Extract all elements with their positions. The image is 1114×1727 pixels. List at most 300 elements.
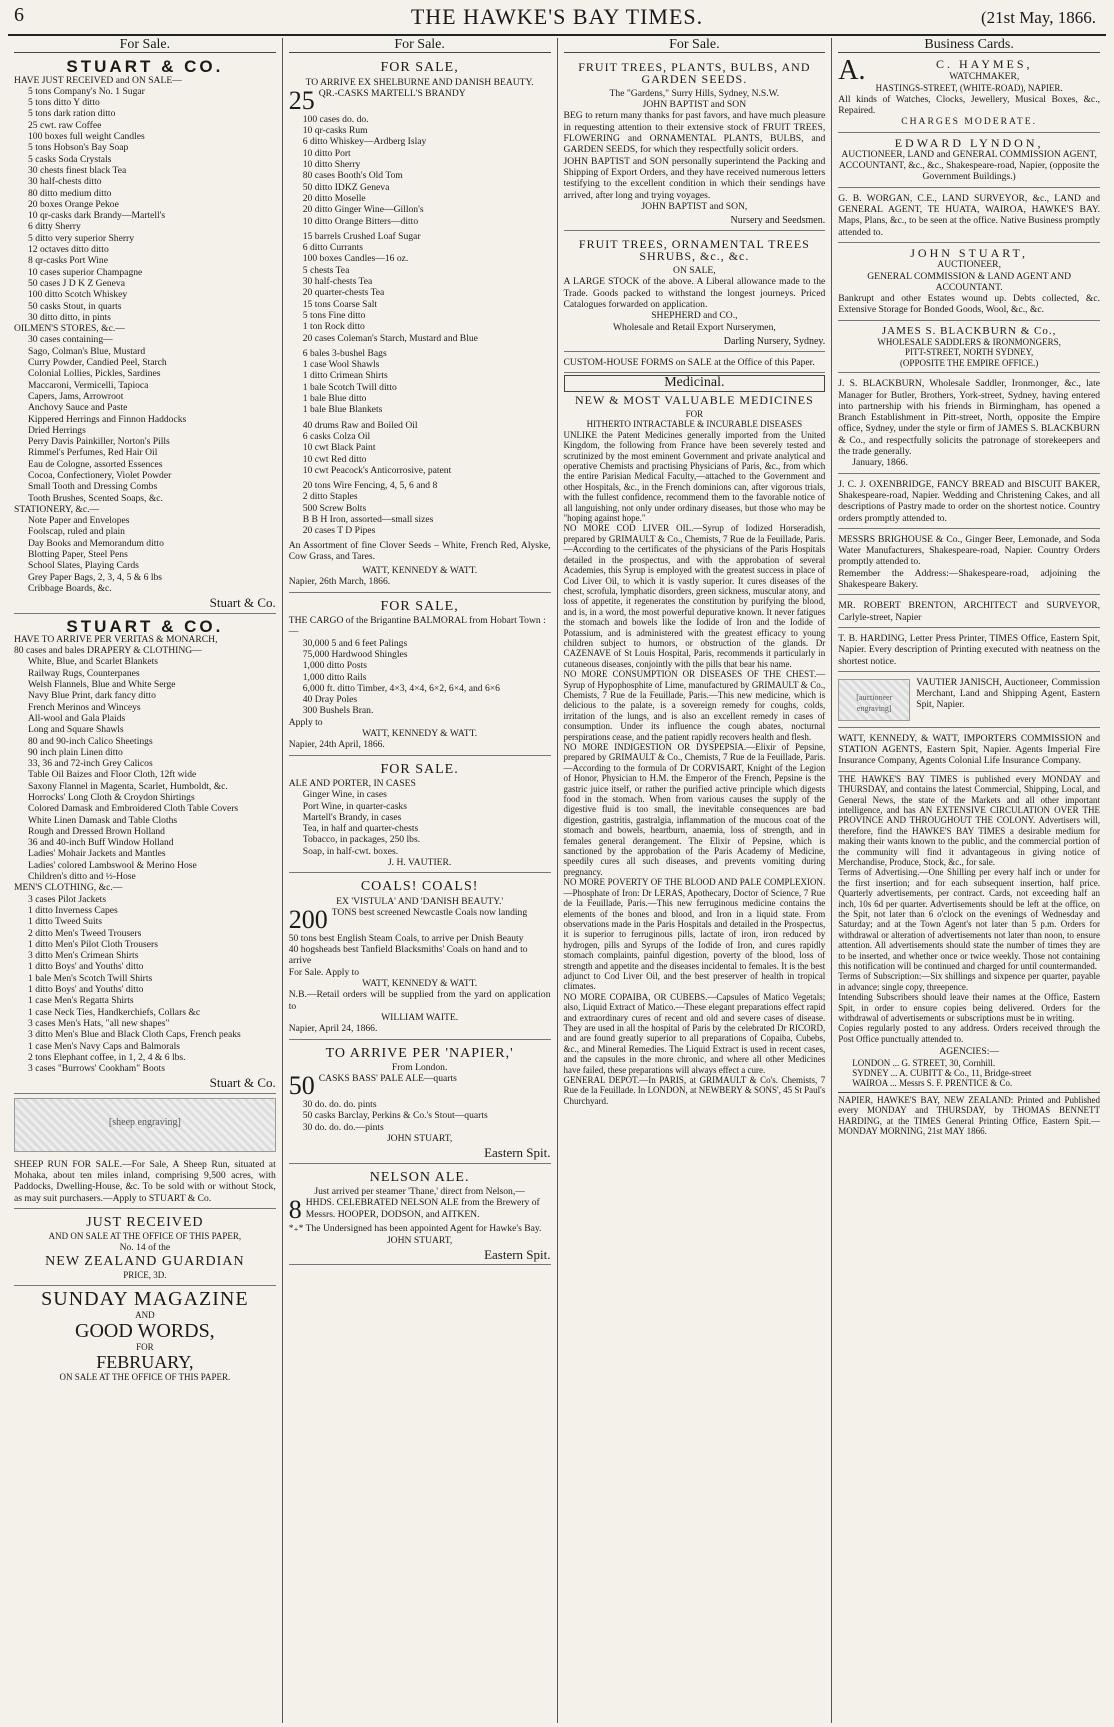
haymes-card [838, 56, 1100, 132]
watt-kennedy-ad-2 [289, 595, 551, 756]
magazine-title: SUNDAY MAGAZINE [41, 1287, 249, 1310]
ad-subtitle: EX 'VISTULA' AND 'DANISH BEAUTY.' [336, 895, 504, 907]
ad-text: Remember the Address:—Shakespeare-road, adjoining the Shakespeare Bakery. [838, 567, 1100, 591]
list-item: 1 ditto Boys' and Youths' ditto [28, 984, 144, 996]
ad-title: NEW & MOST VALUABLE MEDICINES [574, 392, 814, 407]
list-item: Colored Damask and Embroidered Cloth Table Covers [28, 803, 239, 815]
item-list [14, 515, 276, 594]
list-item: Kippered Herrings and Finnon Haddocks [28, 413, 187, 425]
list-item: 30 cases containing— [28, 334, 113, 346]
list-item: 50 casks Barclay, Perkins & Co.'s Stout—quarts [302, 1110, 488, 1122]
connector: AND [135, 1309, 155, 1320]
list-item: 20 boxes Orange Pekoe [28, 198, 119, 210]
list-item: 1 bale Scotch Twill ditto [302, 381, 397, 393]
janisch-card [838, 674, 1100, 728]
list-item: 1 ditto Tweed Suits [28, 916, 103, 928]
ad-text: NO MORE COD LIVER OIL.—Syrup of Iodized Horseradish, prepared by GRIMAULT & Co., Chemists, 7 Rue de la Feuillade, Paris.—According to the certificates of the physicians of the Paris Hospitals detailed in the prospectus, and with the approbation of several Academies, this Syrup is employed with the greatest success in place of Cod Liver Oil, to which it is vastly superior. It cures diseases of the chest, scrofula, lymphatic disorders, green sickness, muscular atony, and loss of appetite, it regenerates the constitution by purifying the blood, and is, in a word, the most powerful depurative known. It never fatigues the stomach and bowels like the Iodide of Iron and the Iodide of Potassium, and is administered with the greatest efficacy to young children subject to humors, or obstruction of the glands. Dr CAZENAVE of St Louis Hospital, Paris, recommends it particularly in cutaneous diseases, conjointly with the pills that bear his name. [563, 523, 826, 669]
list-item: Maccaroni, Vermicelli, Tapioca [28, 379, 149, 391]
list-item: 1 ditto Men's Pilot Cloth Trousers [28, 938, 158, 950]
list-item: School Slates, Playing Cards [28, 560, 139, 572]
ad-title: FOR SALE, [380, 598, 459, 614]
trade: WATCHMAKER, [949, 70, 1020, 82]
list-item: 3 ditto Men's Crimean Shirts [28, 950, 139, 962]
item-list [14, 86, 276, 323]
ad-text: Terms of Advertising.—One Shilling per every half inch or under for the first insertion; and for each subsequent insertion, half price. Quarterly advertisements, per contract. Cards, not exceeding half an inch, 10s 6d per quarter. Advertisements should be left at the office, on the Spit, not later than 6 o'clock on the evenings of Wednesday and Saturday; and at the Town Agent's not later than 5 p.m. Orders for withdrawal or alteration of advertisements not later than noon, to ensure attention. All advertisements should state the number of times they are to be inserted, and whether once or twice weekly. Those not containing this notification will be continued and charged for until countermanded. [838, 867, 1100, 971]
ad-subtitle: ON SALE, [673, 265, 716, 277]
agencies-heading: AGENCIES:— [939, 1046, 999, 1058]
issue-date: (21st May, 1866. [980, 8, 1096, 27]
agencies-list [838, 1058, 1100, 1089]
list-item: 6 ditty Sherry [28, 221, 81, 233]
list-item: 6 ditto Whiskey—Ardberg Islay [302, 136, 427, 148]
list-item: 5 tons Hobson's Bay Soap [28, 142, 129, 154]
ad-text: All kinds of Watches, Clocks, Jewellery, Musical Boxes, &c., Repaired. [838, 93, 1100, 116]
lead-number: 25 [288, 85, 315, 115]
list-item: 50 ditto IDKZ Geneva [302, 181, 390, 193]
list-item: 5 chests Tea [302, 264, 350, 276]
list-item: 6 bales 3-bushel Bags [302, 347, 387, 359]
page-number: 6 [14, 4, 24, 26]
just-received-ad [14, 1211, 276, 1286]
apply-to: Apply to [288, 716, 323, 728]
list-item: Navy Blue Print, dark fancy ditto [28, 690, 156, 702]
sale-note: ON SALE AT THE OFFICE OF THIS PAPER. [59, 1372, 231, 1383]
list-item: Curry Powder, Candied Peel, Starch [28, 357, 167, 369]
list-item: White Linen Damask and Table Cloths [28, 814, 178, 826]
medicines-ad [563, 392, 826, 1107]
address: PITT-STREET, NORTH SYDNEY, [904, 347, 1034, 358]
lead-line [288, 85, 551, 115]
connector: FOR [685, 409, 704, 420]
list-item: 15 barrels Crushed Loaf Sugar [302, 230, 421, 242]
ad-text: JOHN BAPTIST and SON personally superintend the Packing and Shipping of Export Orders, and they have received numerous letters testifying to the excellent condition in which their sendings have arrived, after long and trying voyages. [563, 155, 826, 201]
ad-text: MESSRS BRIGHOUSE & Co., Ginger Beer, Lemonade, and Soda Water Manufacturers, Shakespeare-road, Napier. Country Orders promptly attended to. [838, 533, 1100, 568]
list-item: Cribbage Boards, &c. [28, 582, 112, 594]
category-heading: OILMEN'S STORES, &c.— [14, 323, 125, 335]
list-item: Capers, Jams, Arrowroot [28, 390, 124, 402]
signature: WATT, KENNEDY & WATT. [362, 728, 478, 740]
item-list [14, 1052, 276, 1075]
oxenbridge-card: J. C. J. OXENBRIDGE, FANCY BREAD and BISCUIT BAKER, Shakespeare-road, Napier. Wedding and Christening Cakes, and all descriptions of Pastry made to order on the shortest notice. Country orders promptly attended to. [838, 476, 1100, 529]
lyndon-card [838, 135, 1100, 188]
list-item: 6,000 ft. ditto Timber, 4×3, 4×4, 6×2, 6×4, and 6×6 [302, 682, 500, 694]
times-notice [838, 774, 1100, 1137]
list-item: Rimmel's Perfumes, Red Hair Oil [28, 447, 158, 459]
list-item: Railway Rugs, Counterpanes [28, 667, 140, 679]
lead-text: CASKS BASS' PALE ALE—quarts [318, 1073, 457, 1085]
list-item: 20 quarter-chests Tea [302, 287, 385, 299]
list-item: 1 ditto Inverness Capes [28, 904, 118, 916]
list-item: 30 half-chests ditto [28, 176, 102, 188]
list-item: 10 qr-casks dark Brandy—Martell's [28, 210, 166, 222]
ad-subtitle: From London. [391, 1061, 448, 1073]
item-list [14, 894, 276, 1052]
list-item: LONDON ... G. STREET, 30, Cornhill. [852, 1057, 996, 1068]
column-4 [832, 38, 1106, 1723]
list-item: 5 casks Soda Crystals [28, 153, 112, 165]
sunday-magazine-ad [14, 1288, 276, 1383]
list-item: 30 do. do. do.—pints [302, 1121, 384, 1133]
list-item: 30 ditto ditto, in pints [28, 311, 111, 323]
list-item: 10 qr-casks Rum [302, 125, 368, 137]
list-item: 1,000 ditto Rails [302, 671, 367, 683]
ad-date: January, 1866. [852, 457, 908, 469]
list-item: 80 ditto medium ditto [28, 187, 112, 199]
list-item: Grey Paper Bags, 2, 3, 4, 5 & 6 lbs [28, 571, 163, 583]
shepherd-ad [564, 233, 826, 352]
drop-cap: A. [838, 55, 866, 87]
list-item: WAIROA ... Messrs S. F. PRENTICE & Co. [852, 1078, 1013, 1089]
list-item: 6 casks Colza Oil [302, 430, 371, 442]
list-item: 1 case Wool Shawls [302, 359, 380, 371]
list-item: Soap, in half-cwt. boxes. [302, 845, 399, 857]
blackburn-card [838, 323, 1100, 374]
ad-date: Napier, April 24, 1866. [288, 1023, 378, 1035]
ad-intro: HAVE JUST RECEIVED and ON SALE— [14, 74, 182, 86]
sheep-run-ad: SHEEP RUN FOR SALE.—For Sale, A Sheep Run, situated at Mohaka, about ten miles inland, comprising 9,500 acres, with Paddocks, Dwelling-House, &c. To be sold with or without Stock, as may suit purchasers.—Apply to STUART & Co. [14, 1156, 276, 1209]
signature: J. H. VAUTIER. [387, 857, 452, 868]
list-item: 100 boxes full weight Candles [28, 131, 145, 143]
list-item: Martell's Brandy, in cases [302, 811, 402, 823]
item-list [289, 1099, 551, 1133]
price: PRICE, 3D. [123, 1270, 167, 1281]
ad-text: *₊* The Undersigned has been appointed Agent for Hawke's Bay. [288, 1223, 542, 1235]
list-item: 50 casks Stout, in quarts [28, 300, 122, 312]
blackburn-notice [838, 375, 1100, 473]
list-item: 20 tons Wire Fencing, 4, 5, 6 and 8 [302, 480, 438, 492]
brighouse-card [838, 531, 1100, 595]
masthead [8, 0, 1106, 36]
list-item: 6 ditto Currants [302, 242, 363, 254]
list-item: 100 boxes Candles—16 oz. [302, 253, 409, 265]
apply-to: For Sale. Apply to [288, 966, 360, 978]
list-item: 10 ditto Port [302, 147, 351, 159]
harding-card: T. B. HARDING, Letter Press Printer, TIMES Office, Eastern Spit, Napier. Every description of Printing executed with neatness on the shortest notice. [838, 630, 1100, 672]
list-item: Welsh Flannels, Blue and White Serge [28, 679, 176, 691]
list-item: 100 cases do. do. [302, 113, 369, 125]
list-item: 100 ditto Scotch Whiskey [28, 289, 128, 301]
lead-number: 50 [288, 1071, 315, 1101]
list-item: French Merinos and Winceys [28, 701, 141, 713]
list-item: 20 ditto Moselle [302, 192, 366, 204]
list-item: Horrocks' Long Cloth & Croydon Shirtings [28, 792, 195, 803]
list-item: Blotting Paper, Steel Pens [28, 549, 128, 561]
illustration-caption: [sheep engraving] [108, 1116, 181, 1128]
list-item: 500 Screw Bolts [302, 502, 367, 514]
list-item: 36 and 40-inch Buff Window Holland [28, 837, 174, 849]
lead-number: 200 [288, 904, 328, 934]
advertiser-name: JOHN BAPTIST and SON [642, 99, 747, 111]
signature: WATT, KENNEDY & WATT. [362, 978, 478, 990]
list-item: Ginger Wine, in cases [302, 789, 387, 801]
section-header: For Sale. [289, 38, 551, 53]
watt-kennedy-ad-1 [289, 56, 551, 592]
list-item: Day Books and Memorandum ditto [28, 537, 164, 549]
ad-text: NO MORE CONSUMPTION OR DISEASES OF THE CHEST.—Syrup of Hypophosphite of Lime, manufactured by GRIMAULT & Co., Chemists, 7 Rue de la Feuillade, Paris.—This new medicine, which is delicious to the palate, is a sovereign remedy for coughs, colds, irritation of the lungs, and is also an excellent remedy in cases of consumption. Under its influence the cough abates, nocturnal perspirations cease, and the patient rapidly recovers health and flesh. [563, 669, 826, 742]
list-item: Children's ditto and ½-Hose [28, 871, 136, 883]
list-item: 1 bale Blue ditto [302, 393, 367, 405]
signature: WILLIAM WAITE. [381, 1011, 459, 1023]
place: Eastern Spit. [484, 1145, 551, 1161]
list-item: Small Tooth and Dressing Combs [28, 481, 158, 493]
item-list [289, 789, 551, 857]
ad-subtitle: The "Gardens," Surry Hills, Sydney, N.S.W. [609, 87, 780, 99]
ad-text: THE HAWKE'S BAY TIMES is published every MONDAY and THURSDAY, and contains the latest Commercial, Shipping, Local, and General News, the state of the Markets and all other important intelligence, and has AN EXTENSIVE CIRCULATION OVER THE PROVINCE AND THROUGHOUT THE COLONY. Advertisers will, therefore, find the HAWKE'S BAY TIMES a desirable medium for making their wants known to the public, and the commercial portion of the community will find it advantageous in giving notice of Merchandise, Produce, Stock, &c., for sale. [838, 773, 1100, 867]
columns [8, 38, 1106, 1723]
signature: JOHN STUART, [386, 1133, 453, 1145]
lead-line [288, 904, 551, 934]
list-item: 40 drums Raw and Boiled Oil [302, 419, 418, 431]
bass-ale-ad [289, 1042, 551, 1164]
list-item: Colonial Lollies, Pickles, Sardines [28, 368, 161, 380]
item-list [289, 420, 551, 476]
list-item: 50 cases J D K Z Geneva [28, 277, 125, 289]
list-item: 80 cases Booth's Old Tom [302, 170, 403, 182]
list-item: 300 Bushels Bran. [302, 705, 374, 717]
list-item: Rough and Dressed Brown Holland [28, 825, 165, 837]
list-item: All-wool and Gala Plaids [28, 712, 126, 724]
signature: JOHN STUART, [386, 1234, 453, 1246]
lead-line [289, 1073, 551, 1099]
item-list [289, 231, 551, 344]
list-item: 10 ditto Sherry [302, 159, 361, 171]
list-item: 33, 36 and 72-inch Grey Calicos [28, 758, 153, 770]
item-list [14, 334, 276, 503]
column-1 [8, 38, 283, 1723]
watt-kennedy-card: WATT, KENNEDY, & WATT, IMPORTERS COMMISSION and STATION AGENTS, Eastern Spit, Napier. Agents Imperial Fire Insurance Company, Agents Colonial Life Insurance Company. [838, 730, 1100, 772]
ad-date: Napier, 24th April, 1866. [288, 739, 385, 751]
magazine-title: GOOD WORDS, [75, 1320, 215, 1343]
ad-text: J. S. BLACKBURN, Wholesale Saddler, Ironmonger, &c., late Manager for Butler, Brothers, York-street, Sydney, having entered into partnership with his friends in Birmingham, has opened a Branch Establishment in Pitt-street, North, opposite the Empire office, Sydney, under the style or firm of JAMES S. BLACKBURN & Co., and respectfully solicits the patronage of storekeepers and the trade generally. [838, 378, 1100, 458]
nelson-ale-ad [289, 1166, 551, 1265]
illustration-caption: [auctioneer engraving] [856, 692, 893, 714]
list-item: 40 Dray Poles [302, 694, 358, 706]
list-item: SYDNEY ... A. CUBITT & Co., 11, Bridge-street [852, 1067, 1032, 1078]
signature: Stuart & Co. [209, 595, 276, 611]
list-item: 10 ditto Orange Bitters—ditto [302, 215, 419, 227]
list-item: 10 cwt Red ditto [302, 453, 367, 465]
list-item: Ladies' colored Lambswool & Merino Hose [28, 859, 197, 871]
section-header: For Sale. [564, 38, 826, 53]
ad-title: TO ARRIVE PER 'NAPIER,' [325, 1045, 514, 1061]
ad-intro: Just arrived per steamer 'Thane,' direct from Nelson,— [314, 1185, 525, 1197]
ad-text: BEG to return many thanks for past favors, and have much pleasure in requesting attention to their extensive stock of FRUIT TREES, FLOWERING and ORNAMENTAL PLANTS, BULBS, and GARDEN SEEDS, for which they respectfully solicit orders. [563, 110, 826, 156]
trade: AUCTIONEER, [937, 259, 1001, 271]
ad-intro: 80 cases and bales DRAPERY & CLOTHING— [14, 645, 202, 657]
ad-line: No. 14 of the [119, 1241, 171, 1253]
ad-subtitle: TO ARRIVE EX SHELBURNE AND DANISH BEAUTY. [305, 76, 534, 88]
ad-intro: HAVE TO ARRIVE PER VERITAS & MONARCH, [14, 633, 218, 645]
lead-text: QR.-CASKS MARTELL'S BRANDY [318, 87, 466, 99]
ad-text: N.B.—Retail orders will be supplied from the yard on application to [288, 989, 551, 1012]
category-heading: MEN'S CLOTHING, &c.— [14, 882, 123, 894]
signature: SHEPHERD and CO., [651, 310, 738, 322]
ad-text: Intending Subscribers should leave their names at the Office, Eastern Spit, in order to ensure copies being delivered. Orders for the withdrawal of advertisements or subscriptions must be in writing. [838, 992, 1100, 1024]
list-item: 1 case Men's Regatta Shirts [28, 995, 134, 1007]
brenton-card: MR. ROBERT BRENTON, ARCHITECT and SURVEYOR, Carlyle-street, Napier [838, 597, 1100, 628]
list-item: 2 tons Elephant coffee, in 1, 2, 4 & 6 lbs. [28, 1051, 186, 1063]
list-item: Cocoa, Confectionery, Violet Powder [28, 469, 172, 481]
section-header: Business Cards. [838, 38, 1100, 53]
list-item: 5 tons Company's No. 1 Sugar [28, 85, 145, 97]
list-item: 5 tons Fine ditto [302, 309, 366, 321]
list-item: 20 ditto Ginger Wine—Gillon's [302, 204, 424, 216]
list-item: Anchovy Sauce and Paste [28, 402, 128, 414]
signature: JOHN BAPTIST and SON, [641, 200, 748, 212]
address: HASTINGS-STREET, (WHITE-ROAD), NAPIER. [875, 83, 1063, 94]
advertiser-name: STUART & CO. [66, 616, 224, 636]
list-item: Table Oil Baizes and Floor Cloth, 12ft wide [28, 769, 197, 781]
list-item: 8 qr-casks Port Wine [28, 255, 108, 267]
item-list [289, 348, 551, 416]
column-3 [558, 38, 833, 1723]
list-item: Perry Davis Painkiller, Norton's Pills [28, 436, 170, 448]
list-item: 5 tons ditto Y ditto [28, 97, 100, 109]
ad-text: A LARGE STOCK of the above. A Liberal allowance made to the Trade. Goods packed to withstand the longest journeys. Priced Catalogues forwarded on application. [563, 276, 826, 310]
trade: WHOLESALE SADDLERS & IRONMONGERS, [877, 337, 1061, 348]
auctioneer-illustration [838, 679, 910, 721]
list-item: 80 and 90-inch Calico Sheetings [28, 735, 153, 747]
list-item: Long and Square Shawls [28, 724, 124, 736]
section-header: Medicinal. [564, 375, 826, 391]
signature-title: Wholesale and Retail Export Nurserymen, [612, 321, 776, 333]
item-list [289, 114, 551, 227]
list-item: 20 cases Coleman's Starch, Mustard and Blue [302, 332, 478, 344]
ad-line: 40 hogsheads best Tanfield Blacksmiths' Coals on hand and to arrive [288, 944, 528, 967]
stuart-card [838, 245, 1100, 321]
sheep-illustration [14, 1098, 276, 1152]
ad-text: GENERAL DEPOT.—In PARIS, at GRIMAULT & Co's. Chemists, 7 Rue de la Feuillade. In LONDON, at NEWBERY & SONS', 45 St Paul's Churchyard. [563, 1075, 826, 1106]
list-item: 10 cwt Peacock's Anticorrosive, patent [302, 464, 452, 476]
list-item: 15 tons Coarse Salt [302, 298, 378, 310]
list-item: 30 chests finest black Tea [28, 164, 127, 176]
list-item: 10 cases superior Champagne [28, 266, 143, 278]
ad-title: FRUIT TREES, ORNAMENTAL TREES SHRUBS, &c., &c. [578, 237, 810, 263]
address: (OPPOSITE THE EMPIRE OFFICE.) [899, 357, 1039, 368]
signature-place: Darling Nursery, Sydney. [723, 335, 826, 347]
ad-title: FRUIT TREES, PLANTS, BULBS, AND GARDEN SEEDS. [578, 60, 811, 86]
signature-title: Nursery and Seedsmen. [730, 215, 826, 227]
ad-text: NO MORE INDIGESTION OR DYSPEPSIA.—Elixir of Pepsine, prepared by GRIMAULT & Co., Chemists, 7 Rue de la Feuillade, Paris.—According to the formula of Dr CORVISART, Knight of the Legion of Honor, Physician to H.M. the Emperor of the French, Pepsine is the gastric juice itself, or rather the purified active principle which digests food in the stomach. When from various causes the supply of the digestive fluid is too small, the inevitable consequences are bad digestion, gastritis, gastralgia, inflammation of the mucous coat of the stomach and bowels, heartburn, anaemia, loss of strength, and in females general derangement. The Elixir of Pepsine, which is sanctioned by the approbation of the Paris Academy of Medicine, speedily cures all such diseases, and prevents vomiting during pregnancy. [563, 742, 826, 877]
ad-text: AUCTIONEER, LAND and GENERAL COMMISSION AGENT, ACCOUNTANT, &c., &c., Shakespeare-road, Napier, (opposite the Government Buildings.) [838, 148, 1100, 183]
stuart-ad-1 [14, 56, 276, 613]
charges: CHARGES MODERATE. [901, 116, 1038, 128]
list-item: 90 inch plain Linen ditto [28, 746, 123, 758]
list-item: 1 bale Blue Blankets [302, 404, 383, 416]
list-item: 20 cases T D Pipes [302, 525, 376, 537]
list-item: 3 cases Pilot Jackets [28, 893, 107, 905]
list-item: 30 half-chests Tea [302, 276, 373, 288]
section-header: For Sale. [14, 38, 276, 53]
ad-line: NEW ZEALAND GUARDIAN [45, 1253, 245, 1269]
column-2 [283, 38, 558, 1723]
list-item: 30,000 5 and 6 feet Palings [302, 637, 408, 649]
ad-title: FOR SALE, [380, 60, 459, 76]
newspaper-title: THE HAWKE'S BAY TIMES. [410, 4, 704, 29]
category-heading: STATIONERY, &c.— [14, 503, 100, 515]
list-item: Port Wine, in quarter-casks [302, 800, 407, 812]
advertiser-name: C. HAYMES, [935, 57, 1033, 72]
list-item: 1 ton Rock ditto [302, 321, 365, 333]
list-item: 5 ditto very superior Sherry [28, 232, 135, 244]
ad-text: An Assortment of fine Clover Seeds – White, French Red, Alyske, Cow Grass, and Tares. [288, 539, 551, 562]
ad-date: Napier, 26th March, 1866. [288, 576, 391, 588]
baptist-ad [564, 56, 826, 231]
list-item: White, Blue, and Scarlet Blankets [28, 656, 159, 668]
list-item: 3 cases Men's Hats, "all new shapes" [28, 1017, 170, 1029]
list-item: 30 do. do. do. pints [302, 1099, 377, 1111]
list-item: 75,000 Hardwood Shingles [302, 648, 408, 660]
list-item: 3 cases "Burrows' Cookham" Boots [28, 1063, 165, 1075]
ad-text: UNLIKE the Patent Medicines generally imported from the United Kingdom, the following from France have been severely tested and scrutinized by the most eminent Government and private analytical and operative Chemists and practising Physicians of Paris, &c., from which the entire Parisian Medical Faculty,—attached to the Government and other Hospitals, &c., in the French dominions can, after vigorous trials, with the fullest confidence, recommend them to the favorable notice of all languishing, not only under ordinary diseases, but those who may be "hoping against hope." [563, 429, 826, 524]
ad-line: 50 tons best English Steam Coals, to arrive per Dnish Beauty [288, 932, 524, 944]
vautier-ad [289, 758, 551, 874]
coals-ad [289, 875, 551, 1039]
list-item: Ladies' Mohair Jackets and Mantles [28, 848, 166, 860]
list-item: Saxony Flannel in Magenta, Scarlet, Humboldt, &c. [28, 780, 228, 792]
ad-intro: THE CARGO of the Brigantine BALMORAL from Hobart Town :— [288, 615, 546, 638]
lead-text: TONS best screened Newcastle Coals now landing [331, 906, 528, 918]
item-list [289, 638, 551, 717]
lead-line [289, 1197, 551, 1223]
list-item: Tobacco, in packages, 250 lbs. [302, 834, 421, 846]
list-item: 10 cwt Black Paint [302, 442, 376, 454]
list-item: 1 ditto Crimean Shirts [302, 370, 388, 382]
list-item: Foolscap, ruled and plain [28, 526, 125, 538]
ad-text: Terms of Subscription:—Six shillings and sixpence per quarter, payable in advance; single copy, threepence. [838, 971, 1100, 992]
list-item: 5 tons dark ration ditto [28, 108, 116, 120]
list-item: 1 case Neck Ties, Handkerchiefs, Collars &c [28, 1006, 201, 1018]
ad-title: COALS! COALS! [360, 879, 479, 895]
ad-subtitle: HITHERTO INTRACTABLE & INCURABLE DISEASES [586, 419, 803, 430]
month: FEBRUARY, [96, 1352, 194, 1373]
advertiser-name: JAMES S. BLACKBURN & Co., [881, 324, 1057, 337]
advertiser-name: JOHN STUART, [910, 245, 1028, 260]
list-item: Tooth Brushes, Scented Soaps, &c. [28, 492, 163, 504]
custom-house-ad: CUSTOM-HOUSE FORMS on SALE at the Office of this Paper. [564, 354, 826, 373]
ad-title: FOR SALE. [380, 761, 459, 777]
ad-intro: ALE AND PORTER, IN CASES [288, 777, 416, 789]
list-item: Eau de Cologne, assorted Essences [28, 458, 163, 470]
list-item: Sago, Colman's Blue, Mustard [28, 345, 146, 357]
list-item: Dried Herrings [28, 424, 86, 436]
ad-title: NELSON ALE. [369, 1169, 470, 1185]
list-item: Tea, in half and quarter-chests [302, 823, 419, 835]
worgan-card: G. B. WORGAN, C.E., LAND SURVEYOR, &c., LAND and GENERAL AGENT, TE HUATA, WAIROA, HAWKE'S BAY. Maps, Plans, &c., to be seen at the office. Native Business promptly attended to. [838, 190, 1100, 243]
list-item: 3 ditto Men's Blue and Black Cloth Caps, French peaks [28, 1029, 241, 1041]
ad-text: NO MORE COPAIBA, OR CUBEBS.—Capsules of Matico Vegetals; also, Liquid Extract of Matico.—These elegant preparations effect rapid and extraordinary cures of recent and old and severe cases of disease. They are used in all the hospital of Paris by the celebrated Dr RICORD, and are found greatly superior to all preparations of Copaiba, Cubebs, &c., and Mineral Remedies. The Liquid Extract is used in recent cases, and the capsules in the more chronic, and where all other Medicines have failed, these preparations will always effect a cure. [563, 991, 826, 1075]
item-list [14, 656, 276, 882]
list-item: 12 octaves ditto ditto [28, 244, 109, 256]
lead-number: 8 [288, 1195, 302, 1225]
ad-text: VAUTIER JANISCH, Auctioneer, Commission Merchant, Land and Shipping Agent, Eastern Spit, Napier. [916, 676, 1100, 711]
place: Eastern Spit. [484, 1246, 551, 1262]
list-item: Note Paper and Envelopes [28, 515, 130, 527]
ad-text: NO MORE POVERTY OF THE BLOOD AND PALE COMPLEXION.—Phosphate of Iron: Dr LERAS, Apothecary, Doctor of Science, 7 Rue de la Feuillade, Paris.—This new ferruginous medicine contains the elements of the bones and blood, and Iron in a liquid state. From observations made in the Paris Hospitals and detailed in the Prospectus, it is superior to ferruginous pills, lactate of iron, iron reduced by hydrogen, pills and Syrups of the Iodide of Iron, and cures rapidly stomach complaints, painful digestion, poverty of the blood, loss of strength and appetite and the diseases incidental to females. It is the best adjunct to Cod Liver Oil, and the best preserver of health in tropical climates. [563, 877, 826, 992]
list-item: 1,000 ditto Posts [302, 660, 367, 672]
ad-line: AND ON SALE AT THE OFFICE OF THIS PAPER, [48, 1231, 242, 1242]
list-item: 1 case Men's Navy Caps and Balmorals [28, 1040, 180, 1052]
trade: GENERAL COMMISSION & LAND AGENT AND ACCOUNTANT. [867, 270, 1072, 293]
list-item: 2 ditto Staples [302, 491, 358, 503]
imprint: NAPIER, HAWKE'S BAY, NEW ZEALAND: Printed and Published every MONDAY and THURSDAY, by THOMAS BENNETT HARDING, at the TIMES General Printing Office, Eastern Spit.—MONDAY MORNING, 21st MAY 1866. [838, 1092, 1100, 1137]
ad-text: Bankrupt and other Estates wound up. Debts collected, &c. Extensive Storage for Bonded Goods, Wool, &c., &c. [838, 293, 1100, 316]
stuart-ad-2 [14, 616, 276, 1094]
ad-text: Copies regularly posted to any address. Orders received through the Post Office punctually attended to. [838, 1023, 1100, 1044]
list-item: 1 ditto Boys' and Youths' ditto [28, 961, 144, 973]
signature: WATT, KENNEDY & WATT. [362, 565, 478, 577]
signature: Stuart & Co. [209, 1075, 276, 1091]
